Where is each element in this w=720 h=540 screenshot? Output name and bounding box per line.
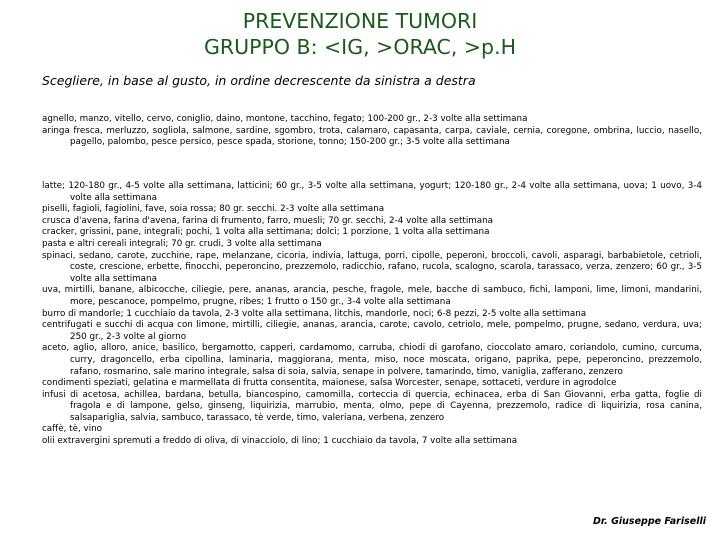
list-item-drinks: caffè, tè, vino [42, 424, 103, 435]
subtitle: Scegliere, in base al gusto, in ordine decrescente da sinistra a destra [42, 73, 476, 88]
list-item-infusions: infusi di acetosa, achillea, bardana, betulla, biancospino, camomilla, corteccia di quercia, echinacea, erba di San Giovanni, erba gatta, foglie di fragola e di lampone, gelso, ginseng, liquirizia, marrubio, menta, olmo, pepe di Cayenna, prezzemolo, radice di liquirizia, rosa canina, salsapariglia, salvia, sambuco, tarassaco, tè verde, timo, valeriana, verbena, zenzero [42, 389, 702, 423]
list-item-fish: aringa fresca, merluzzo, sogliola, salmone, sardine, sgombro, trota, calamaro, capasanta, carpa, caviale, cernia, coregone, ombrina, luccio, nasello, pagello, palombo, pesce persico, pesce spada, storione, tonno; 150-200 gr.; 3-5 volte alla settimana [42, 125, 702, 148]
list-item-vegetables: spinaci, sedano, carote, zucchine, rape, melanzane, cicoria, indivia, lattuga, porri, cipolle, peperoni, broccoli, cavoli, asparagi, barbabietole, cetrioli, coste, crescione, erbette, finocchi, peperoncino, prezzemolo, radicchio, rafano, rucola, scalogno, scarola, tarassaco, verza, zenzero; 60 gr., 3-5 volte alla settimana [42, 250, 702, 284]
list-item-condiments: condimenti speziati, gelatina e marmellata di frutta consentita, maionese, salsa Worcester, senape, sottaceti, verdure in agrodolce [42, 378, 617, 389]
list-item-spices: aceto, aglio, alloro, anice, basilico, bergamotto, capperi, cardamomo, carruba, chiodi di garofano, cioccolato amaro, coriandolo, cumino, curcuma, curry, dragoncello, erba cipollina, laminaria, maggiorana, menta, miso, noce moscata, origano, paprika, pepe, peperoncino, prezzemolo, rafano, rosmarino, sale marino integrale, salsa di soia, salvia, senape in polvere, tamarindo, timo, vaniglia, zafferano, zenzero [42, 343, 702, 377]
list-item-juices: centrifugati e succhi di acqua con limone, mirtilli, ciliegie, ananas, arancia, carote, cavolo, cetriolo, mele, pompelmo, prugne, sedano, verdura, uva; 250 gr., 2-3 volte al giorno [42, 320, 702, 342]
list-item-fruit: uva, mirtilli, banane, albicocche, ciliegie, pere, ananas, arancia, pesche, fragole, mele, bacche di sambuco, fichi, lamponi, lime, limoni, mandarini, more, pescanoce, pompelmo, prugne, ribes; 1 frutto o 150 gr., 3-4 volte alla settimana [42, 285, 702, 307]
page-title [0, 8, 720, 60]
food-list-group-2 [42, 181, 702, 448]
list-item-flours: crusca d'avena, farina d'avena, farina di frumento, farro, muesli; 70 gr. secchi, 2-4 volte alla settimana [42, 215, 494, 226]
list-item-bread: cracker, grissini, pane, integrali; pochi, 1 volta alla settimana; dolci; 1 porzione, 1 volta alla settimana [42, 227, 490, 238]
list-item-dairy: latte; 120-180 gr., 4-5 volte alla settimana, latticini; 60 gr., 3-5 volte alla settimana, yogurt; 120-180 gr., 2-4 volte alla settimana, uova; 1 uovo, 3-4 volte alla settimana [42, 181, 702, 203]
title-line-1: PREVENZIONE TUMORI [242, 9, 478, 33]
list-item-nuts: burro di mandorle; 1 cucchiaio da tavola, 2-3 volte alla settimana, litchis, mandorle, noci; 6-8 pezzi, 2-5 volte alla settimana [42, 308, 587, 319]
list-item-meat: agnello, manzo, vitello, cervo, coniglio, daino, montone, tacchino, fegato; 100-200 gr., 2-3 volte alla settimana [42, 114, 528, 124]
list-item-pasta: pasta e altri cereali integrali; 70 gr. crudi, 3 volte alla settimana [42, 238, 322, 249]
list-item-oils: olii extravergini spremuti a freddo di oliva, di vinacciolo, di lino; 1 cucchiaio da tavola, 7 volte alla settimana [42, 436, 518, 447]
list-item-legumes: piselli, fagioli, fagiolini, fave, soia rossa; 80 gr. secchi. 2-3 volte alla settimana [42, 204, 385, 215]
author-signature: Dr. Giuseppe Fariselli [592, 516, 706, 527]
title-line-2: GRUPPO B: <IG, >ORAC, >p.H [204, 35, 516, 59]
food-list-group-1 [42, 114, 702, 149]
